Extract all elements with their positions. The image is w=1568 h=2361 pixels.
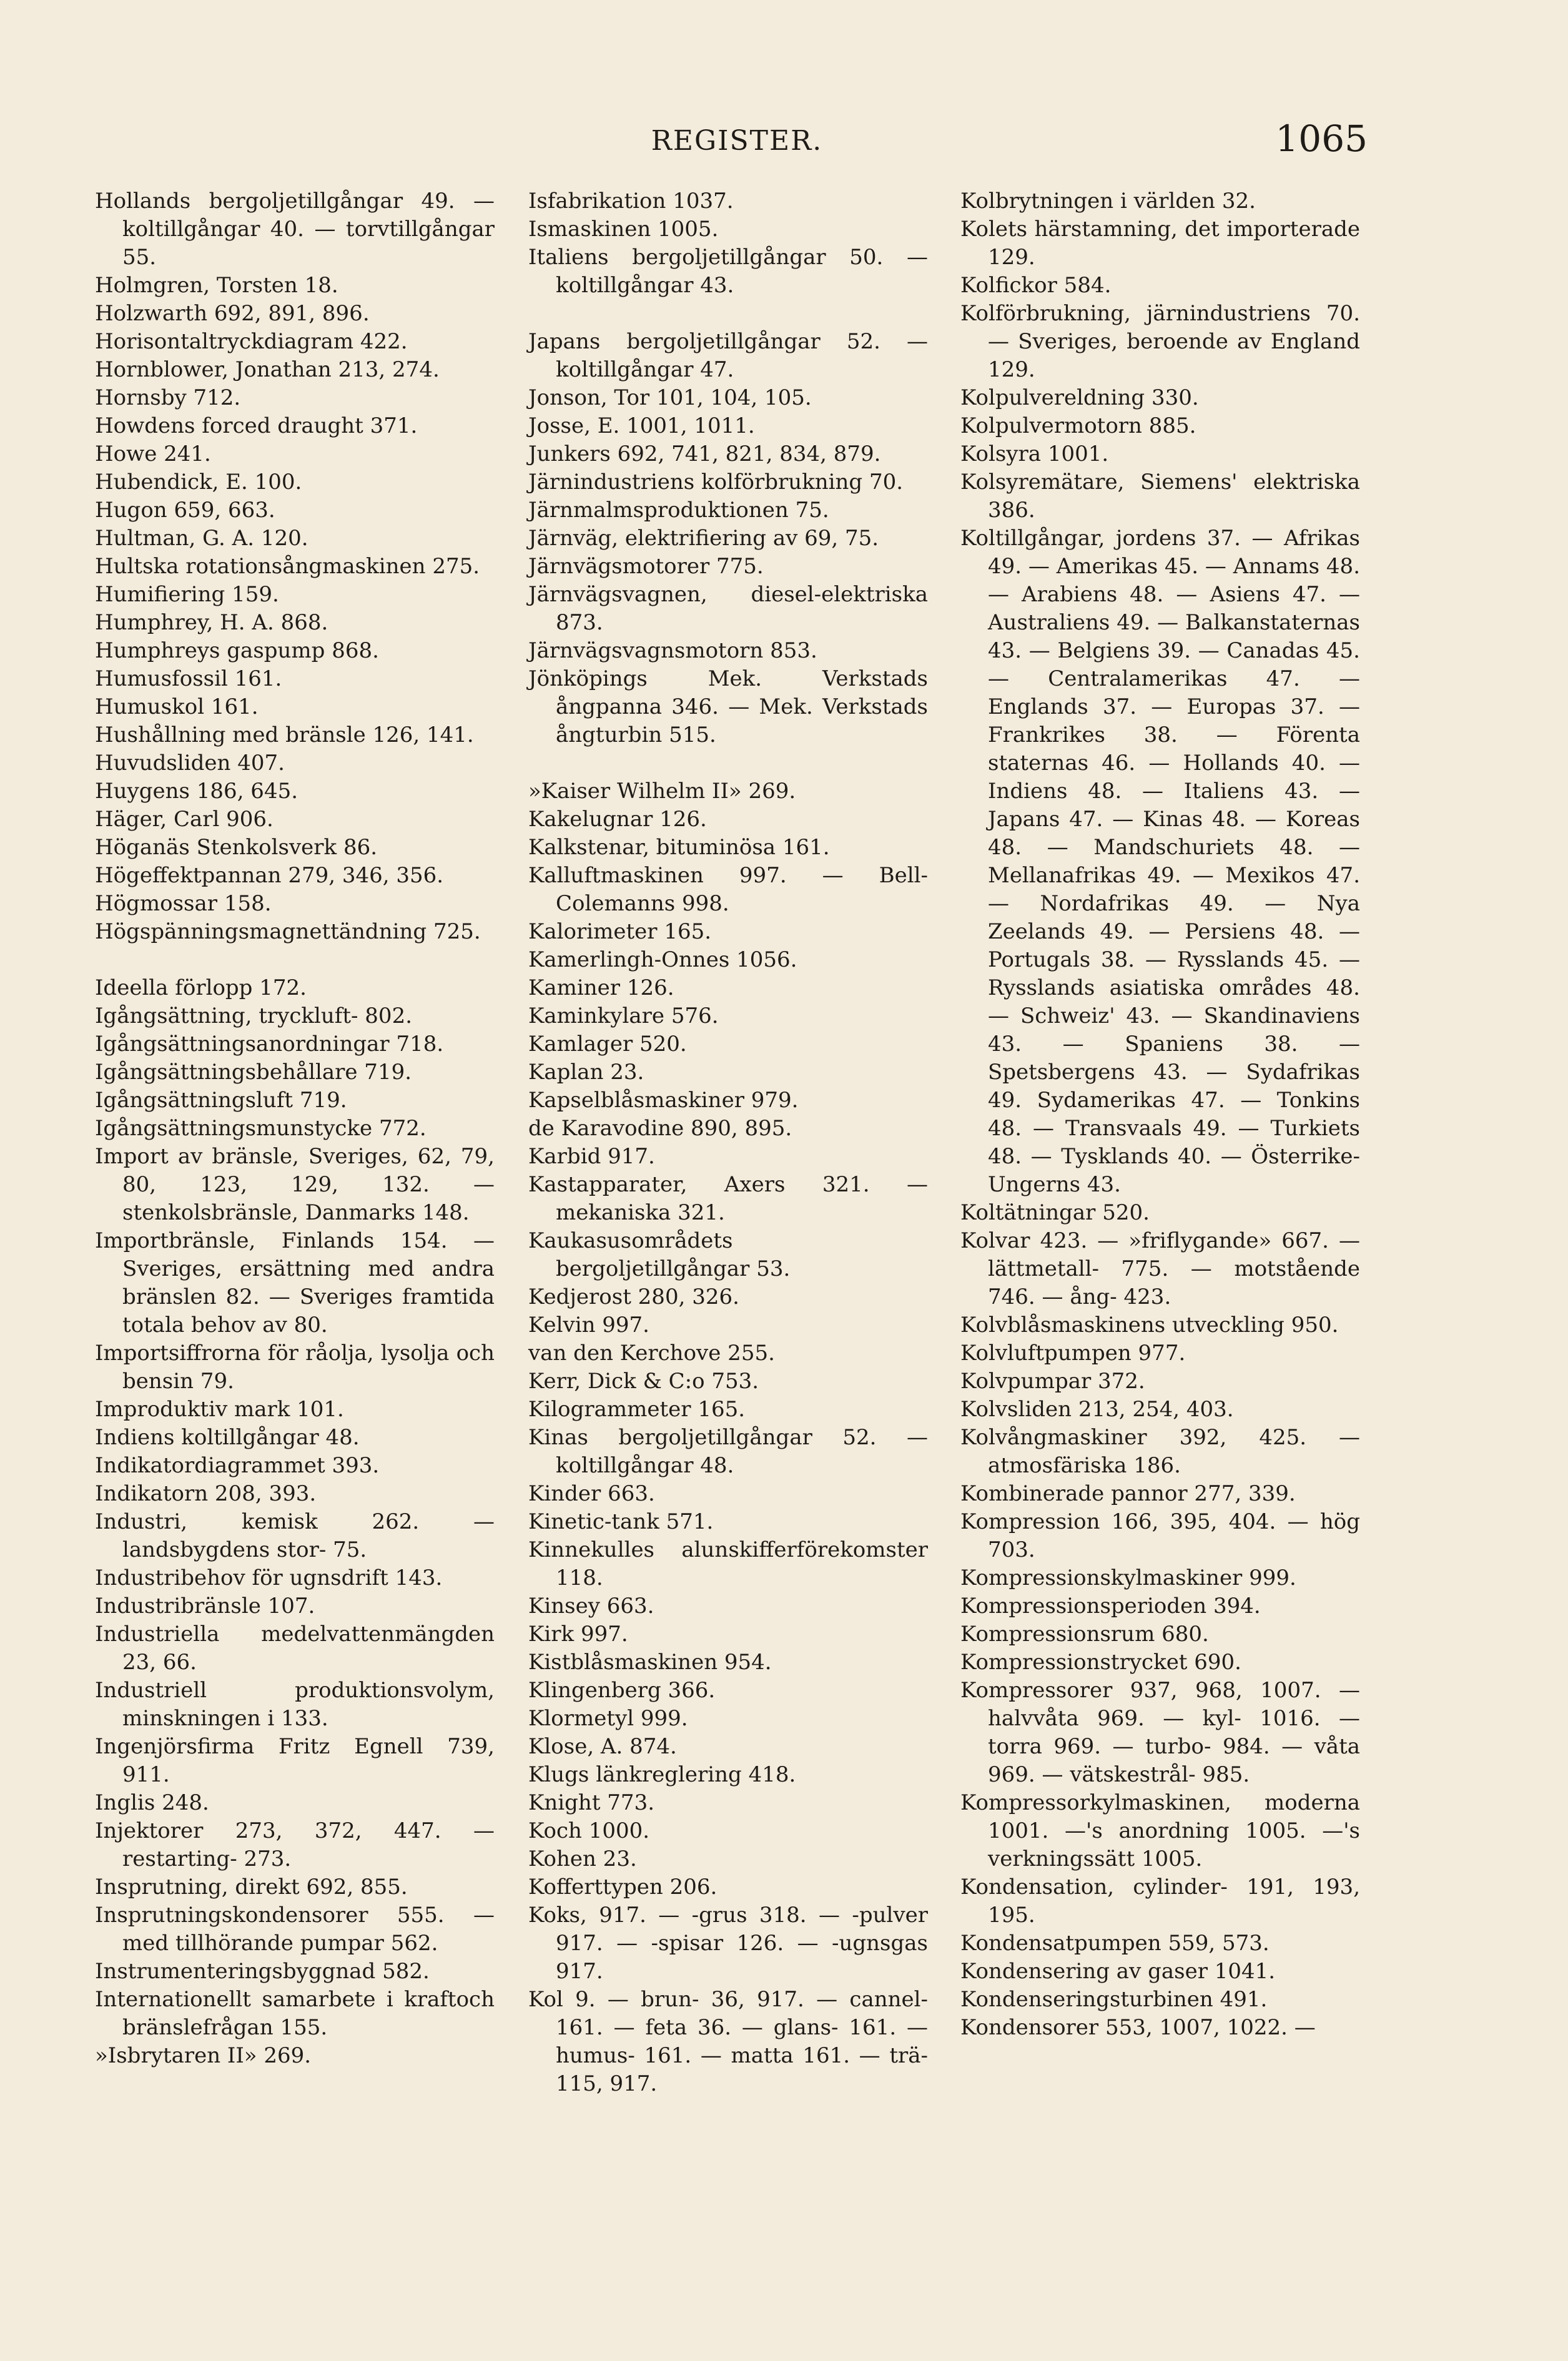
index-column-1 [95, 187, 495, 2070]
index-entry: Kaminkylare 576. [528, 1003, 719, 1028]
index-entry: Hornsby 712. [95, 385, 241, 410]
index-entry: Högmossar 158. [95, 891, 272, 916]
index-entry: Klormetyl 999. [528, 1706, 688, 1731]
index-entry: Häger, Carl 906. [95, 807, 274, 832]
index-entry: Industribränsle 107. [95, 1594, 315, 1619]
running-header: REGISTER. [651, 125, 823, 157]
index-entry: Kolfickor 584. [960, 273, 1112, 298]
index-entry: Humifiering 159. [95, 582, 279, 607]
index-entry: Järnmalmsproduktionen 75. [528, 498, 829, 523]
index-entry: Isfabrikation 1037. [528, 189, 734, 214]
index-entry: Kompressionsrum 680. [960, 1622, 1209, 1647]
index-entry: Kolvar 423. — »friflygande» 667. — lättmetall- 775. — motstående 746. — ång- 423. [960, 1228, 1360, 1309]
index-entry: Kinder 663. [528, 1481, 655, 1506]
index-entry: Kalluftmaskinen 997. — Bell-Colemanns 998. [528, 863, 928, 916]
index-entry: Hollands bergoljetillgångar 49. — koltillgångar 40. — torvtillgångar 55. [95, 189, 495, 270]
page-number: 1065 [1275, 117, 1368, 160]
index-entry: Kompressionsperioden 394. [960, 1594, 1261, 1619]
index-entry: Kinas bergoljetillgångar 52. — koltillgångar 48. [528, 1425, 928, 1478]
index-entry: Koks, 917. — -grus 318. — -pulver 917. — -spisar 126. — -ugnsgas 917. [528, 1903, 928, 1984]
index-entry: Kastapparater, Axers 321. — mekaniska 321. [528, 1172, 928, 1225]
index-entry: Kolvpumpar 372. [960, 1369, 1145, 1394]
index-entry: Järnvägsvagnsmotorn 853. [528, 638, 817, 663]
index-entry: Kinsey 663. [528, 1594, 654, 1619]
index-entry: Ideella förlopp 172. [95, 975, 307, 1000]
index-entry: Kedjerost 280, 326. [528, 1284, 739, 1309]
index-entry: Knight 773. [528, 1790, 655, 1815]
index-entry: Kol 9. — brun- 36, 917. — cannel- 161. — feta 36. — glans- 161. — humus- 161. — matta 161. — trä- 115, 917. [528, 1987, 928, 2096]
index-entry: van den Kerchove 255. [528, 1341, 775, 1366]
index-entry: Humuskol 161. [95, 694, 259, 719]
index-entry: Kolvblåsmaskinens utveckling 950. [960, 1313, 1339, 1338]
index-entry: Kompressorkylmaskinen, moderna 1001. —'s anordning 1005. —'s verkningssätt 1005. [960, 1790, 1360, 1871]
index-entry: Järnväg, elektrifiering av 69, 75. [528, 526, 879, 551]
index-entry: Järnvägsmotorer 775. [528, 554, 764, 579]
index-entry: Kolförbrukning, järnindustriens 70. — Sveriges, beroende av England 129. [960, 301, 1360, 382]
index-entry: Kohen 23. [528, 1846, 637, 1871]
index-entry: Kondensatpumpen 559, 573. [960, 1931, 1270, 1956]
index-entry: »Kaiser Wilhelm II» 269. [528, 779, 796, 804]
index-entry: Kondenseringsturbinen 491. [960, 1987, 1268, 2012]
index-entry: Kolvsliden 213, 254, 403. [960, 1397, 1234, 1422]
index-entry: Huvudsliden 407. [95, 751, 285, 776]
index-entry: Kalorimeter 165. [528, 919, 712, 944]
index-entry: Kolpulvereldning 330. [960, 385, 1199, 410]
index-entry: Humphrey, H. A. 868. [95, 610, 328, 635]
index-entry: Klose, A. 874. [528, 1734, 677, 1759]
index-entry: Jonson, Tor 101, 104, 105. [528, 385, 812, 410]
index-entry: Junkers 692, 741, 821, 834, 879. [528, 441, 881, 466]
index-entry: Industriell produktionsvolym, minskningen i 133. [95, 1678, 495, 1731]
section-gap [528, 300, 928, 328]
index-entry: Järnindustriens kolförbrukning 70. [528, 470, 904, 495]
index-entry: Import av bränsle, Sveriges, 62, 79, 80, 123, 129, 132. — stenkolsbränsle, Danmarks 148. [95, 1144, 495, 1225]
index-entry: Kinetic-tank 571. [528, 1509, 714, 1534]
index-entry: Kerr, Dick & C:o 753. [528, 1369, 759, 1394]
section-gap [528, 749, 928, 777]
index-entry: Industriella medelvattenmängden 23, 66. [95, 1622, 495, 1675]
index-entry: Kondensation, cylinder- 191, 193, 195. [960, 1875, 1360, 1928]
index-entry: Kolvångmaskiner 392, 425. — atmosfäriska 186. [960, 1425, 1360, 1478]
index-entry: Koch 1000. [528, 1818, 650, 1843]
index-entry: Karbid 917. [528, 1144, 655, 1169]
index-entry: Kilogrammeter 165. [528, 1397, 746, 1422]
index-entry: Hushållning med bränsle 126, 141. [95, 722, 474, 747]
index-entry: Igångsättningsmunstycke 772. [95, 1116, 427, 1141]
index-entry: Kolpulvermotorn 885. [960, 413, 1196, 438]
index-entry: Indikatordiagrammet 393. [95, 1453, 380, 1478]
index-entry: Kamerlingh-Onnes 1056. [528, 947, 797, 972]
index-entry: Kompressionskylmaskiner 999. [960, 1565, 1296, 1590]
index-entry: Kolbrytningen i världen 32. [960, 189, 1256, 214]
index-column-2 [528, 187, 928, 2098]
index-entry: Humusfossil 161. [95, 666, 282, 691]
index-entry: Indiens koltillgångar 48. [95, 1425, 360, 1450]
index-entry: Injektorer 273, 372, 447. — restarting- 273. [95, 1818, 495, 1871]
index-entry: Igångsättningsluft 719. [95, 1088, 347, 1113]
index-entry: Inglis 248. [95, 1790, 209, 1815]
index-entry: Indikatorn 208, 393. [95, 1481, 317, 1506]
index-entry: Hornblower, Jonathan 213, 274. [95, 357, 440, 382]
section-gap [95, 946, 495, 974]
index-entry: Kelvin 997. [528, 1313, 649, 1338]
index-entry: Kapselblåsmaskiner 979. [528, 1088, 799, 1113]
index-entry: Igångsättningsbehållare 719. [95, 1060, 412, 1085]
index-entry: Kompressorer 937, 968, 1007. — halvvåta 969. — kyl- 1016. — torra 969. — turbo- 984. — våta 969. — vätskestrål- 985. [960, 1678, 1360, 1787]
index-entry: Kaplan 23. [528, 1060, 644, 1085]
index-entry: Kalkstenar, bituminösa 161. [528, 835, 830, 860]
index-entry: »Isbrytaren II» 269. [95, 2043, 312, 2068]
index-column-3 [960, 187, 1360, 2042]
index-entry: Importsiffrorna för råolja, lysolja och bensin 79. [95, 1341, 495, 1394]
index-entry: Hugon 659, 663. [95, 498, 275, 523]
index-entry: Kamlager 520. [528, 1032, 687, 1057]
index-entry: Horisontaltryckdiagram 422. [95, 329, 408, 354]
index-entry: Insprutningskondensorer 555. — med tillhörande pumpar 562. [95, 1903, 495, 1956]
index-entry: Kombinerade pannor 277, 339. [960, 1481, 1296, 1506]
index-entry: Internationellt samarbete i kraftoch bränslefrågan 155. [95, 1987, 495, 2040]
index-entry: Kompression 166, 395, 404. — hög 703. [960, 1509, 1360, 1562]
index-entry: Italiens bergoljetillgångar 50. — koltillgångar 43. [528, 245, 928, 298]
index-entry: Högeffektpannan 279, 346, 356. [95, 863, 444, 888]
index-entry: Holzwarth 692, 891, 896. [95, 301, 370, 326]
index-entry: Koltillgångar, jordens 37. — Afrikas 49. — Amerikas 45. — Annams 48. — Arabiens 48. — Asiens 47. — Australiens 49. — Balkanstaternas 43. — Belgiens 39. — Canadas 45. — Centralamerikas 47. — Englands 37. — Europas 37. — Frankrikes 38. — Förenta staternas 46. — Hollands 40. — Indiens 48. — Italiens 43. — Japans 47. — Kinas 48. — Koreas 48. — Mandschuriets 48. — Mellanafrikas 49. — Mexikos 47. — Nordafrikas 49. — Nya Zeelands 49. — Persiens 48. — Portugals 38. — Rysslands 45. — Rysslands asiatiska områdes 48. — Schweiz' 43. — Skandinaviens 43. — Spaniens 38. — Spetsbergens 43. — Sydafrikas 49. Sydamerikas 47. — Tonkins 48. — Transvaals 49. — Turkiets 48. — Tysklands 40. — Österrike-Ungerns 43. [960, 526, 1360, 1197]
index-entry: Howe 241. [95, 441, 211, 466]
index-entry: Kolsyra 1001. [960, 441, 1109, 466]
index-entry: Järnvägsvagnen, diesel-elektriska 873. [528, 582, 928, 635]
index-entry: Klingenberg 366. [528, 1678, 716, 1703]
index-entry: Kakelugnar 126. [528, 807, 707, 832]
index-entry: Kofferttypen 206. [528, 1875, 717, 1900]
index-entry: Kirk 997. [528, 1622, 628, 1647]
index-entry: Kolsyremätare, Siemens' elektriska 386. [960, 470, 1360, 523]
index-entry: Instrumenteringsbyggnad 582. [95, 1959, 430, 1984]
index-entry: Kolets härstamning, det importerade 129. [960, 217, 1360, 270]
index-entry: Industri, kemisk 262. — landsbygdens stor- 75. [95, 1509, 495, 1562]
index-entry: Klugs länkreglering 418. [528, 1762, 796, 1787]
index-entry: Kolvluftpumpen 977. [960, 1341, 1186, 1366]
index-entry: Igångsättningsanordningar 718. [95, 1032, 444, 1057]
index-entry: Jönköpings Mek. Verkstads ångpanna 346. — Mek. Verkstads ångturbin 515. [528, 666, 928, 747]
index-entry: Howdens forced draught 371. [95, 413, 418, 438]
index-entry: Kondensering av gaser 1041. [960, 1959, 1276, 1984]
index-entry: Josse, E. 1001, 1011. [528, 413, 755, 438]
index-entry: Kondensorer 553, 1007, 1022. — [960, 2015, 1316, 2040]
index-entry: Huygens 186, 645. [95, 779, 298, 804]
index-entry: Ingenjörsfirma Fritz Egnell 739, 911. [95, 1734, 495, 1787]
index-entry: Koltätningar 520. [960, 1200, 1150, 1225]
index-entry: Humphreys gaspump 868. [95, 638, 379, 663]
index-entry: Importbränsle, Finlands 154. — Sveriges, ersättning med andra bränslen 82. — Sveriges framtida totala behov av 80. [95, 1228, 495, 1338]
index-entry: Hultman, G. A. 120. [95, 526, 308, 551]
index-entry: Kaminer 126. [528, 975, 674, 1000]
index-entry: Höganäs Stenkolsverk 86. [95, 835, 378, 860]
index-entry: Improduktiv mark 101. [95, 1397, 344, 1422]
index-entry: Insprutning, direkt 692, 855. [95, 1875, 408, 1900]
index-entry: Kaukasusområdets bergoljetillgångar 53. [528, 1228, 791, 1281]
index-entry: Kompressionstrycket 690. [960, 1650, 1241, 1675]
index-entry: Hubendick, E. 100. [95, 470, 302, 495]
index-entry: Ismaskinen 1005. [528, 217, 719, 242]
index-entry: Kistblåsmaskinen 954. [528, 1650, 772, 1675]
index-entry: Kinnekulles alunskifferförekomster 118. [528, 1537, 928, 1590]
index-entry: Hultska rotationsångmaskinen 275. [95, 554, 480, 579]
index-entry: Holmgren, Torsten 18. [95, 273, 338, 298]
index-entry: Industribehov för ugnsdrift 143. [95, 1565, 443, 1590]
index-entry: Högspänningsmagnettändning 725. [95, 919, 481, 944]
index-entry: de Karavodine 890, 895. [528, 1116, 792, 1141]
index-entry: Japans bergoljetillgångar 52. — koltillgångar 47. [528, 329, 928, 382]
index-entry: Igångsättning, tryckluft- 802. [95, 1003, 413, 1028]
